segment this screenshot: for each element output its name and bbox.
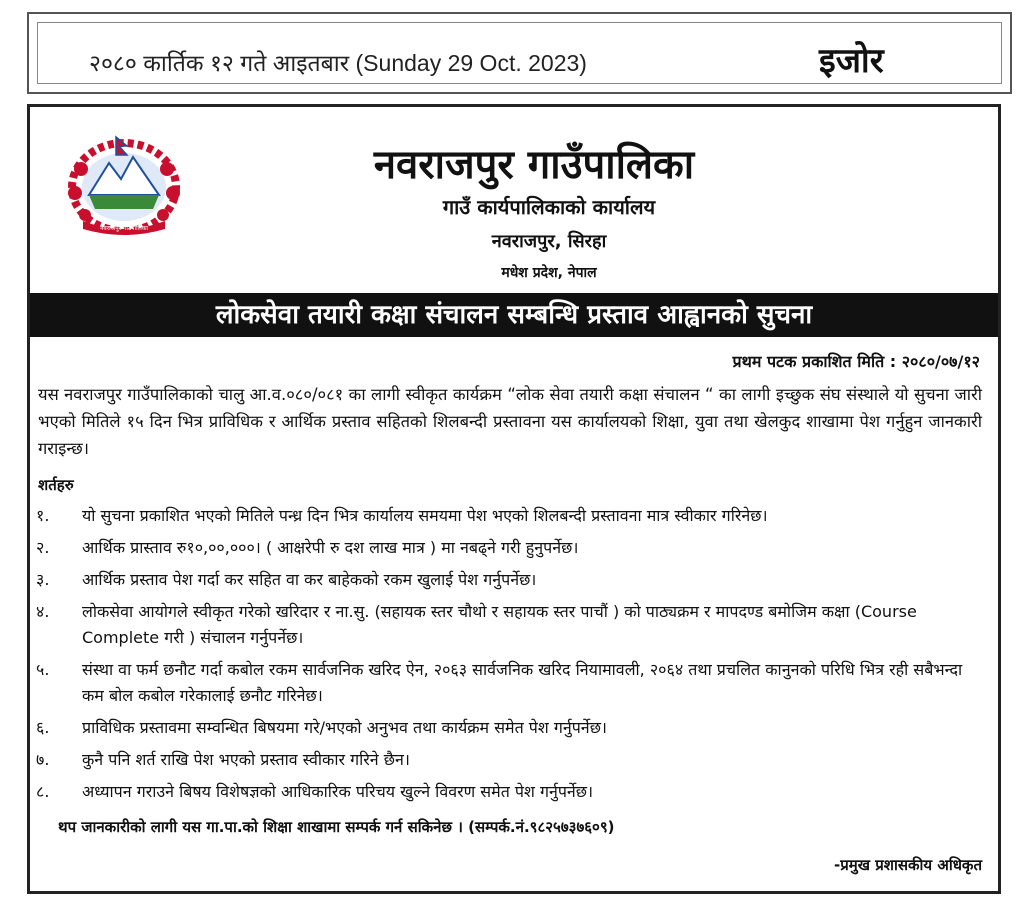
condition-text: संस्था वा फर्म छनौट गर्दा कबोल रकम सार्वजनिक खरिद ऐन, २०६३ सार्वजनिक खरिद नियामावली, २०६४ तथा प्रचलित कानुनको परिधि भित्र रही सबैभन्दा कम बोल कबोल गरेकालाई छनौट गरिनेछ।: [82, 660, 963, 705]
condition-item: [30, 657, 984, 709]
newspaper-name: इजोर: [819, 41, 884, 81]
municipality-name: नवराजपुर गाउँपालिका: [373, 142, 695, 188]
condition-item: [30, 747, 984, 773]
condition-number: ३.: [36, 570, 50, 589]
first-publish-date: प्रथम पटक प्रकाशित मिति : २०८०/०७/१२: [732, 352, 980, 371]
condition-number: २.: [36, 538, 50, 557]
condition-number: ८.: [36, 782, 50, 801]
condition-number: ५.: [36, 660, 50, 679]
condition-item: [30, 779, 984, 805]
public-notice: [27, 104, 1001, 894]
condition-text: आर्थिक प्रस्ताव पेश गर्दा कर सहित वा कर बाहेकको रकम खुलाई पेश गर्नुपर्नेछ।: [82, 570, 537, 589]
publication-date: २०८० कार्तिक १२ गते आइतबार (Sunday 29 Oct. 2023): [89, 50, 587, 76]
condition-text: प्राविधिक प्रस्तावमा सम्वन्धित बिषयमा गरे/भएको अनुभव तथा कार्यक्रम समेत पेश गर्नुपर्नेछ।: [82, 718, 607, 737]
condition-item: [30, 567, 984, 593]
province-country: मधेश प्रदेश, नेपाल: [501, 265, 597, 281]
condition-number: ४.: [36, 602, 50, 621]
condition-number: १.: [36, 506, 50, 525]
notice-intro-paragraph: यस नवराजपुर गाउँपालिकाको चालु आ.व.०८०/०८१ का लागी स्वीकृत कार्यक्रम “लोक सेवा तयारी कक्षा संचालन “ का लागी इच्छुक संघ संस्थाले यो सुचना जारी भएको मितिले १५ दिन भित्र प्राविधिक र आर्थिक प्रस्ताव सहितको शिलबन्दी प्रस्तावना यस कार्यालयको शिक्षा, युवा तथा खेलकुद शाखामा पेश गर्नुहुन जानकारी गराइन्छ।: [38, 385, 982, 458]
office-address: नवराजपुर, सिरहा: [491, 231, 607, 252]
signatory: -प्रमुख प्रशासकीय अधिकृत: [834, 856, 982, 874]
condition-text: यो सुचना प्रकाशित भएको मितिले पन्ध्र दिन भित्र कार्यालय समयमा पेश भएको शिलबन्दी प्रस्तावना मात्र स्वीकार गरिनेछ।: [82, 506, 768, 525]
emblem-ribbon-text: नवराजपुर गाउँपालिका: [100, 225, 148, 232]
condition-item: [30, 535, 984, 561]
condition-number: ७.: [36, 750, 50, 769]
office-name: गाउँ कार्यपालिकाको कार्यालय: [442, 195, 656, 219]
condition-text: कुनै पनि शर्त राखि पेश भएको प्रस्ताव स्वीकार गरिने छैन।: [82, 750, 410, 769]
condition-item: [30, 715, 984, 741]
conditions-heading: शर्तहरु: [38, 476, 74, 494]
notice-headline: लोकसेवा तयारी कक्षा संचालन सम्बन्धि प्रस्ताव आह्वानको सुचना: [30, 293, 998, 337]
condition-text: अध्यापन गराउने बिषय विशेषज्ञको आधिकारिक परिचय खुल्ने विवरण समेत पेश गर्नुपर्नेछ।: [82, 782, 594, 801]
conditions-list: [30, 503, 984, 811]
condition-item: [30, 503, 984, 529]
newspaper-header-box: [27, 12, 1012, 94]
condition-text: लोकसेवा आयोगले स्वीकृत गरेको खरिदार र ना.सु. (सहायक स्तर चौथो र सहायक स्तर पाचौं ) को पाठ्यक्रम र मापदण्ड बमोजिम कक्षा (Course Complete गरी ) संचालन गर्नुपर्नेछ।: [82, 602, 917, 647]
contact-note: थप जानकारीको लागी यस गा.पा.को शिक्षा शाखामा सम्पर्क गर्न सकिनेछ । (सम्पर्क.नं.९८२५७३७६०९): [58, 818, 615, 836]
condition-number: ६.: [36, 718, 50, 737]
condition-item: [30, 599, 984, 651]
condition-text: आर्थिक प्रास्ताव रु१०,००,०००। ( आक्षरेपी रु दश लाख मात्र ) मा नबढ्ने गरी हुनुपर्नेछ।: [82, 538, 579, 557]
